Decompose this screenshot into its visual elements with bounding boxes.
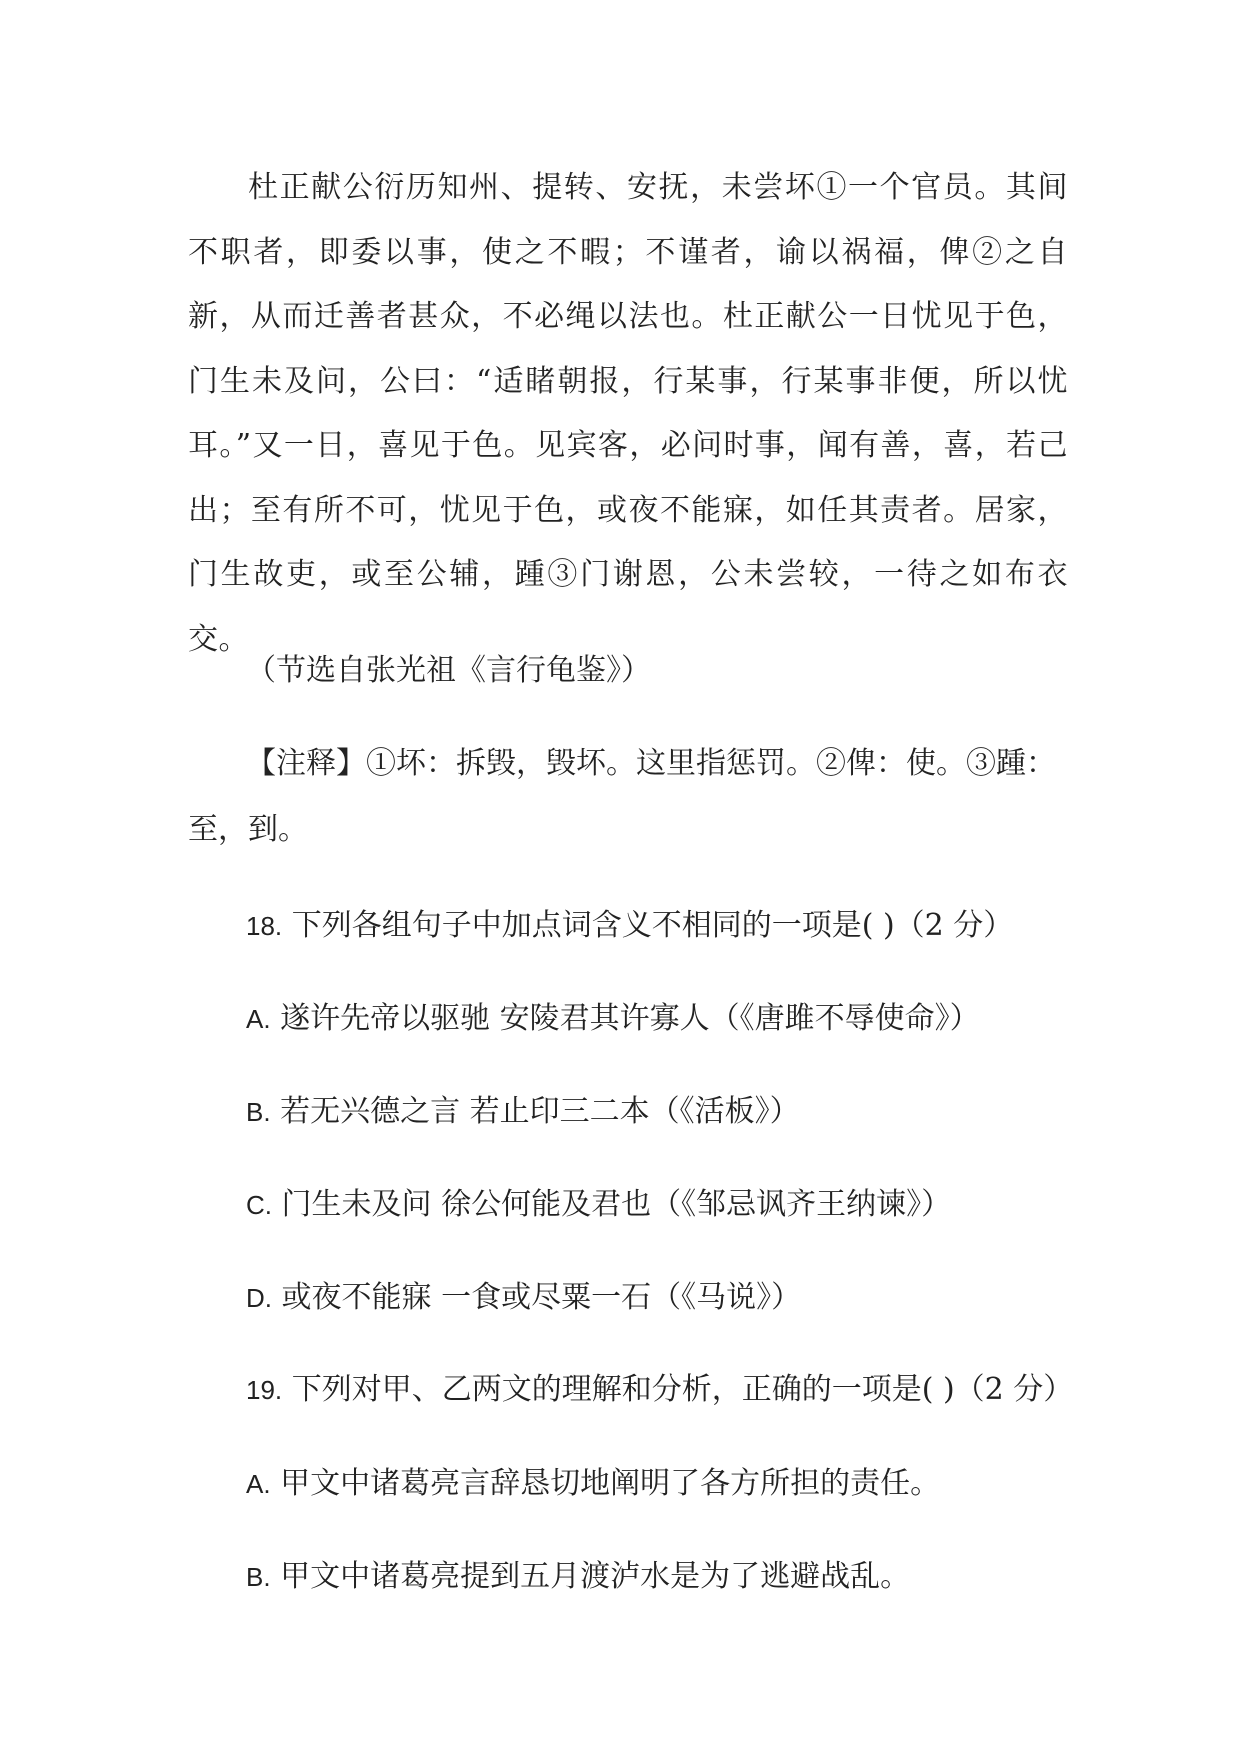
option-label: A.	[246, 1004, 271, 1034]
annotation-line-1: 【注释】①坏：拆毁，毁坏。这里指惩罚。②俾：使。③踵：	[246, 746, 1056, 781]
option-text: 若无兴德之言 若止印三二本（《活板》）	[280, 1094, 800, 1129]
option-d	[246, 1272, 801, 1316]
option-label: B.	[246, 1562, 271, 1592]
question-stem: 下列对甲、乙两文的理解和分析，正确的一项是( )（2 分）	[291, 1372, 1074, 1407]
question-stem: 下列各组句子中加点词含义不相同的一项是( )（2 分）	[291, 908, 1014, 943]
option-b	[246, 1551, 910, 1595]
option-a	[246, 1458, 940, 1502]
option-label: A.	[246, 1469, 271, 1499]
passage-paragraph: 杜正献公衍历知州、提转、安抚，未尝坏①一个官员。其间不职者，即委以事，使之不暇；不谨者，谕以祸福，俾②之自新，从而迁善者甚众，不必绳以法也。杜正献公一日忧见于色，门生未及问，公曰：“适睹朝报，行某事，行某事非便，所以忧耳。”又一日，喜见于色。见宾客，必问时事，闻有善，喜，若己出；至有所不可，忧见于色，或夜不能寐，如任其责者。居家，门生故吏，或至公辅，踵③门谢恩，公未尝较，一待之如布衣交。	[188, 170, 1068, 657]
source-citation: （节选自张光祖《言行龟鉴》）	[246, 653, 651, 688]
option-label: B.	[246, 1097, 271, 1127]
question-number: 18.	[246, 911, 283, 941]
option-a	[246, 993, 980, 1037]
option-text: 或夜不能寐 一食或尽粟一石（《马说》）	[281, 1280, 802, 1315]
option-b	[246, 1086, 800, 1130]
option-text: 甲文中诸葛亮言辞恳切地阐明了各方所担的责任。	[280, 1466, 941, 1501]
option-text: 甲文中诸葛亮提到五月渡泸水是为了逃避战乱。	[280, 1559, 911, 1594]
option-c	[246, 1179, 951, 1223]
option-label: C.	[246, 1190, 272, 1220]
question-number: 19.	[246, 1375, 283, 1405]
question-18	[246, 900, 1013, 944]
option-label: D.	[246, 1283, 272, 1313]
option-text: 门生未及问 徐公何能及君也（《邹忌讽齐王纳谏》）	[281, 1187, 952, 1222]
question-19	[246, 1364, 1073, 1408]
annotation-line-2: 至，到。	[188, 812, 308, 847]
option-text: 遂许先帝以驱驰 安陵君其许寡人（《唐雎不辱使命》）	[280, 1001, 980, 1036]
